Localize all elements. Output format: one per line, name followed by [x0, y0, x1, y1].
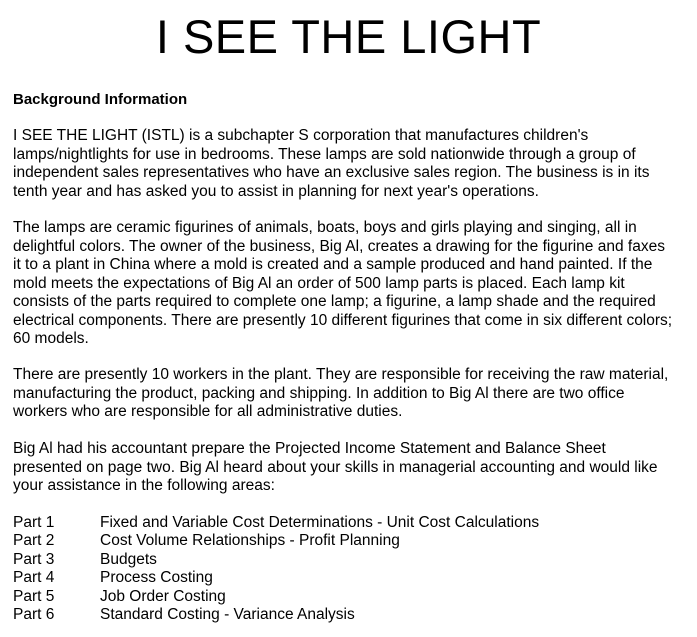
paragraph-company-overview: I SEE THE LIGHT (ISTL) is a subchapter S corporation that manufactures children's lamps/nightlights for use in bedrooms. These lamps are sold nationwide through a group of independent sales representatives who have an exclusive sales region. The business is in its tenth year and has asked you to assist in planning for next year's operations. [13, 127, 650, 200]
part-description: Budgets [100, 550, 157, 568]
list-item [13, 551, 539, 569]
paragraph-workforce: There are presently 10 workers in the plant. They are responsible for receiving the raw material, manufacturing the product, packing and shipping. In addition to Big Al there are two office workers who are responsible for all administrative duties. [13, 366, 669, 420]
paragraph-product-description: The lamps are ceramic figurines of animals, boats, boys and girls playing and singing, all in delightful colors. The owner of the business, Big Al, creates a drawing for the figurine and faxes it to a plant in China where a mold is created and a sample produced and hand painted. If the mold meets the expectations of Big Al an order of 500 lamp parts is placed. Each lamp kit consists of the parts required to complete one lamp; a figurine, a lamp shade and the required electrical components. There are presently 10 different figurines that come in six different colors; 60 models. [13, 219, 673, 347]
part-description: Job Order Costing [100, 587, 226, 605]
list-item [13, 514, 539, 532]
parts-list [13, 514, 539, 624]
part-label: Part 2 [13, 532, 55, 550]
part-label: Part 6 [13, 606, 55, 624]
part-label: Part 5 [13, 587, 55, 605]
list-item [13, 606, 539, 624]
part-label: Part 3 [13, 550, 55, 568]
part-description: Cost Volume Relationships - Profit Planning [100, 532, 400, 550]
part-label: Part 4 [13, 569, 55, 587]
list-item [13, 569, 539, 587]
list-item [13, 532, 539, 550]
list-item [13, 588, 539, 606]
section-heading: Background Information [13, 91, 188, 108]
part-label: Part 1 [13, 514, 55, 531]
part-description: Fixed and Variable Cost Determinations - Unit Cost Calculations [100, 514, 540, 531]
document-title: I SEE THE LIGHT [155, 10, 542, 63]
part-description: Standard Costing - Variance Analysis [100, 606, 355, 624]
paragraph-assistance-request: Big Al had his accountant prepare the Projected Income Statement and Balance Sheet presented on page two. Big Al heard about your skills in managerial accounting and would like your assistance in the following areas: [13, 440, 658, 494]
part-description: Process Costing [100, 569, 213, 587]
